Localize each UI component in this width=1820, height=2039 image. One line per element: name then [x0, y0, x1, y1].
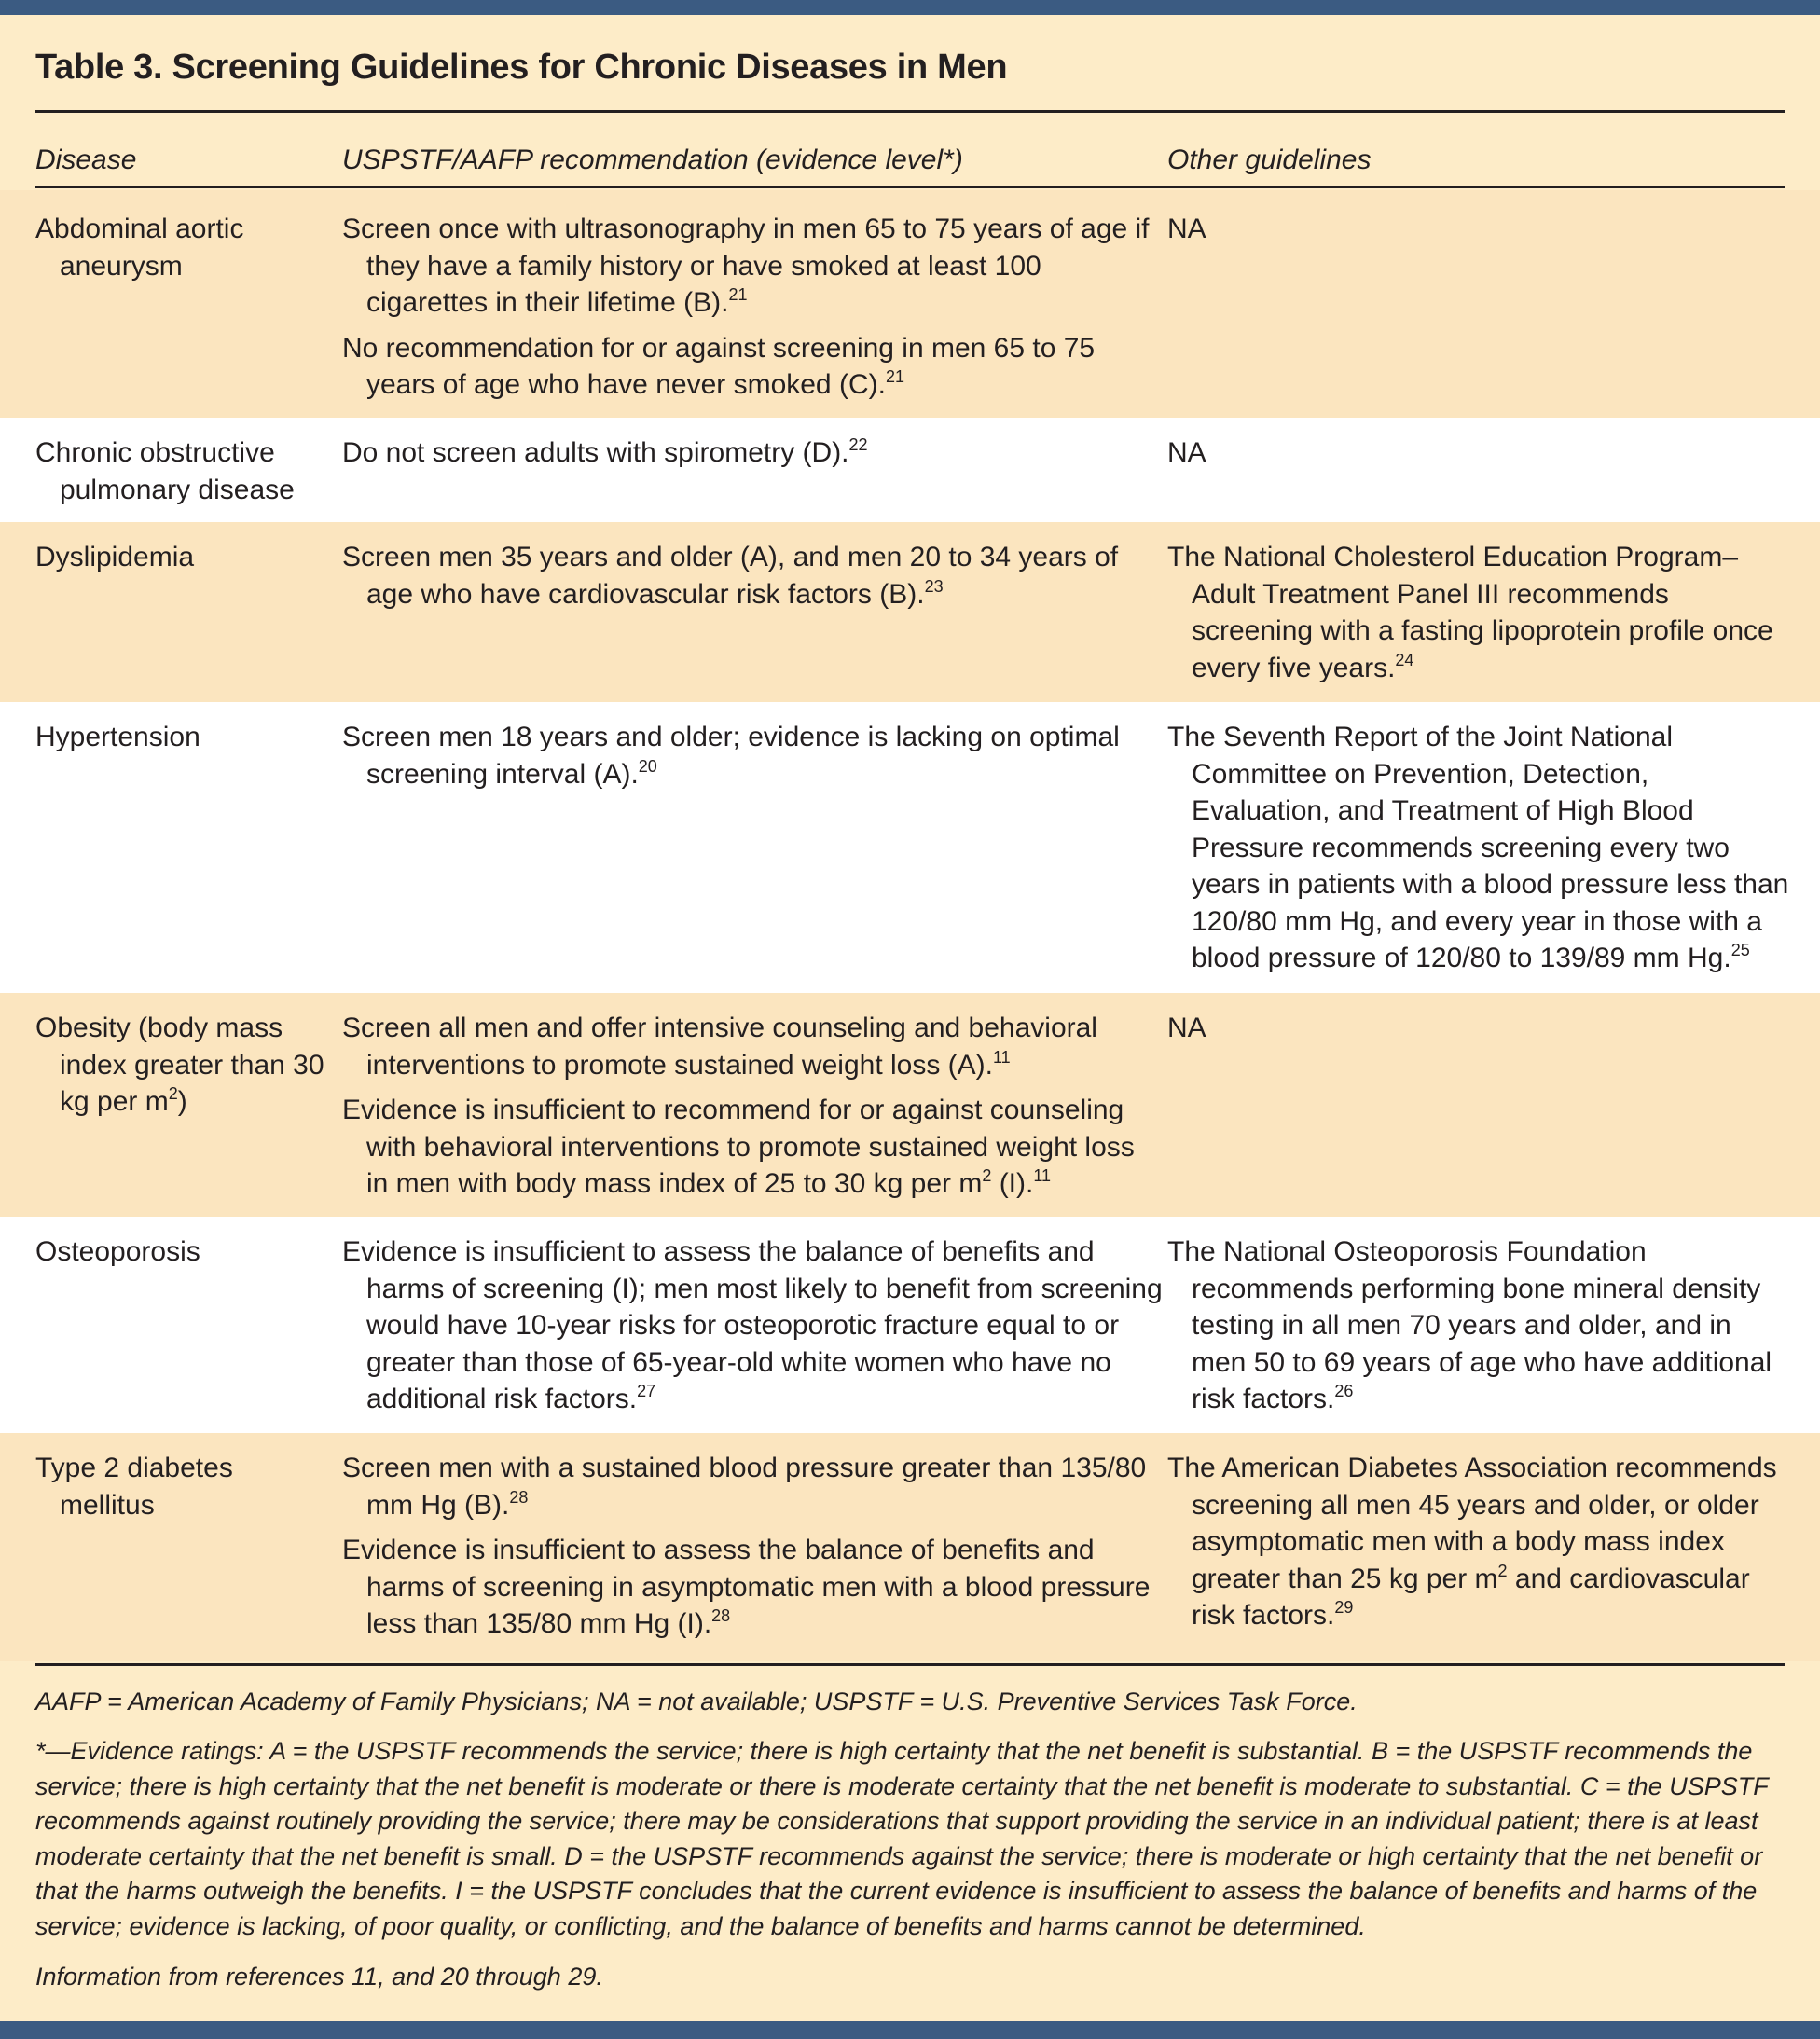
reference-superscript: 20 — [638, 756, 657, 776]
disease-name: Abdominal aortic aneurysm — [35, 214, 244, 282]
other-guidelines-cell — [1167, 1010, 1792, 1047]
recommendation-text: Screen once with ultrasonography in men 65 to 75 years of age if they have a family history or have smoked at least 100 cigarettes in their lifetime (B).$^{21}$ — [342, 214, 1150, 318]
table-row — [0, 1433, 1820, 1661]
recommendation-text: Screen men 18 years and older; evidence is lacking on optimal screening interval (A).$^{20}$ — [342, 722, 1120, 790]
other-guidelines-cell — [1167, 1233, 1792, 1418]
recommendation-cell — [342, 1233, 1163, 1418]
recommendation-text: Evidence is insufficient to assess the balance of benefits and harms of screening (I); men most likely to benefit from screening would have 10-year risks for osteoporotic fracture equal to or greater than those of 65-year-old white women who have no additional risk factors.$^{27}$ — [342, 1236, 1163, 1414]
other-guidelines-cell — [1167, 211, 1792, 248]
disease-cell — [35, 1233, 334, 1271]
footnote-source: Information from references 11, and 20 through 29. — [35, 1963, 603, 1991]
table-row — [0, 190, 1820, 418]
disease-cell — [35, 719, 334, 756]
other-guideline-text: The National Osteoporosis Foundation recommends performing bone mineral density testing in all men 70 years and older, and in men 50 to 69 years of age who have additional risk factors.$^{26}$ — [1167, 1236, 1772, 1414]
disease-name: Obesity (body mass index greater than 30 kg per $m^2$) — [35, 1013, 324, 1117]
disease-cell — [35, 434, 334, 508]
column-header-disease: Disease — [35, 145, 137, 175]
recommendation-text: Screen all men and offer intensive counseling and behavioral interventions to promote sustained weight loss (A).$^{11}$ — [342, 1013, 1097, 1081]
reference-superscript: 25 — [1730, 941, 1750, 959]
disease-name: Chronic obstructive pulmonary disease — [35, 437, 295, 505]
reference-superscript: 23 — [924, 576, 944, 596]
reference-superscript: 28 — [711, 1606, 731, 1625]
reference-superscript: 11 — [1033, 1166, 1052, 1185]
disease-name: Osteoporosis — [35, 1236, 200, 1267]
footnote-abbreviations: AAFP = American Academy of Family Physicians; NA = not available; USPSTF = U.S. Preventive Services Task Force. — [35, 1688, 1358, 1715]
disease-name: Type 2 diabetes mellitus — [35, 1453, 233, 1521]
reference-superscript: 29 — [1334, 1598, 1354, 1617]
table-row — [0, 993, 1820, 1217]
other-guideline-text: The American Diabetes Association recommends screening all men 45 years and older, or older asymptomatic men with a body mass index greater than 25 kg per $m^2$ and cardiovascular risk factors.$^{29}$ — [1167, 1453, 1777, 1631]
disease-cell — [35, 539, 334, 576]
disease-cell — [35, 1010, 334, 1121]
header-divider — [35, 186, 1785, 188]
recommendation-text: Do not screen adults with spirometry (D).$^{22}$ — [342, 435, 868, 468]
recommendation-cell — [342, 539, 1163, 613]
other-guidelines-cell — [1167, 539, 1792, 686]
column-header-other-guidelines: Other guidelines — [1167, 145, 1372, 175]
recommendation-cell — [342, 434, 1163, 472]
other-guidelines-cell — [1167, 1450, 1792, 1634]
reference-superscript: 26 — [1334, 1382, 1354, 1400]
recommendation-cell — [342, 211, 1163, 404]
recommendation-text: Evidence is insufficient to assess the balance of benefits and harms of screening in asymptomatic men with a blood pressure less than 135/80 mm Hg (I).$^{28}$ — [342, 1535, 1151, 1639]
other-guidelines-cell — [1167, 719, 1792, 977]
disease-name: Hypertension — [35, 722, 200, 752]
table-row — [0, 522, 1820, 702]
reference-superscript: 21 — [885, 367, 904, 386]
recommendation-cell — [342, 1010, 1163, 1203]
recommendation-text: No recommendation for or against screening in men 65 to 75 years of age who have never smoked (C).$^{21}$ — [342, 332, 1096, 400]
table-title: Table 3. Screening Guidelines for Chronic Diseases in Men — [35, 48, 1008, 87]
recommendation-text: Evidence is insufficient to recommend for or against counseling with behavioral interventions to promote sustained weight loss in men with body mass index of 25 to 30 kg per $m^2$ (I).$^{11}$ — [342, 1095, 1135, 1199]
table-row — [0, 702, 1820, 993]
table-bottom-divider — [35, 1663, 1785, 1666]
table-row — [0, 418, 1820, 522]
recommendation-cell — [342, 719, 1163, 792]
table-row — [0, 1217, 1820, 1433]
reference-superscript: 27 — [637, 1382, 656, 1400]
bottom-color-band — [0, 2021, 1820, 2039]
top-color-band — [0, 0, 1820, 15]
footnote-evidence-ratings: *—Evidence ratings: A = the USPSTF recommends the service; there is high certainty that the net benefit is substantial. B = the USPSTF recommends the service; there is high certainty that the net benefit is moderate or there is moderate certainty that the net benefit is moderate to substantial. C = the USPSTF recommends against routinely providing the service; there may be considerations that support providing the service in an individual patient; there is at least moderate certainty that the net benefit is small. D = the USPSTF recommends against the service; there is moderate or high certainty that the net benefit or that the harms outweigh the benefits. I = the USPSTF concludes that the current evidence is insufficient to assess the balance of benefits and harms of the service; evidence is lacking, of poor quality, or conflicting, and the balance of benefits and harms cannot be determined. — [35, 1737, 1769, 1940]
reference-superscript: 24 — [1395, 650, 1414, 669]
disease-name: Dyslipidemia — [35, 542, 195, 572]
recommendation-text: Screen men 35 years and older (A), and men 20 to 34 years of age who have cardiovascular risk factors (B).$^{23}$ — [342, 542, 1119, 610]
disease-cell — [35, 211, 334, 284]
reference-superscript: 28 — [509, 1487, 529, 1507]
recommendation-cell — [342, 1450, 1163, 1643]
title-divider — [35, 110, 1785, 113]
other-guideline-text: The Seventh Report of the Joint National Committee on Prevention, Detection, Evaluation, and Treatment of High Blood Pressure recommends screening every two years in patients with a blood pressure less than 120/80 mm Hg, and every year in those with a blood pressure of 120/80 to 139/89 mm Hg.$^{25}$ — [1167, 722, 1789, 973]
reference-superscript: 22 — [848, 435, 868, 454]
reference-superscript: 21 — [728, 285, 748, 304]
reference-superscript: 11 — [993, 1047, 1011, 1067]
recommendation-text: Screen men with a sustained blood pressure greater than 135/80 mm Hg (B).$^{28}$ — [342, 1453, 1147, 1521]
other-guideline-text: NA — [1167, 214, 1206, 244]
other-guideline-text: NA — [1167, 437, 1206, 468]
other-guideline-text: NA — [1167, 1013, 1206, 1043]
column-header-recommendation: USPSTF/AAFP recommendation (evidence level*) — [342, 145, 963, 175]
other-guideline-text: The National Cholesterol Education Program–Adult Treatment Panel III recommends screening with a fasting lipoprotein profile once every five years.$^{24}$ — [1167, 542, 1773, 683]
disease-cell — [35, 1450, 334, 1523]
other-guidelines-cell — [1167, 434, 1792, 472]
